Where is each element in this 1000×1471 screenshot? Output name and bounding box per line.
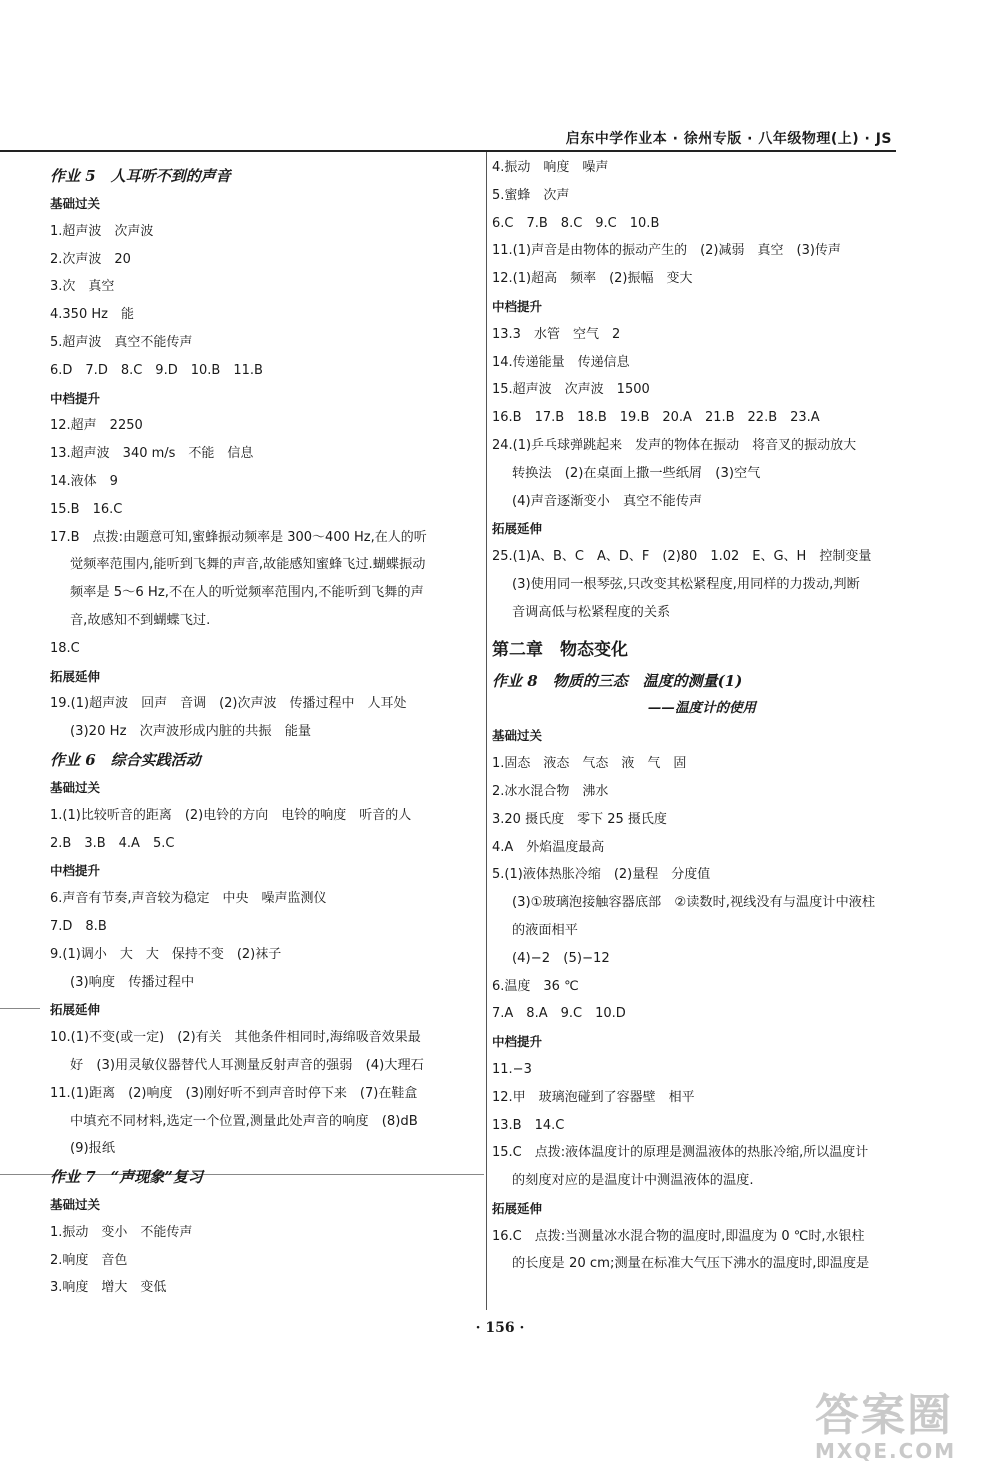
section-heading: 拓展延伸 <box>492 521 543 537</box>
homework-title: 作业 5 人耳听不到的声音 <box>50 167 231 185</box>
header-rule <box>0 150 896 152</box>
answer-continuation: 音调高低与松紧程度的关系 <box>512 604 671 620</box>
answer-continuation: (3)使用同一根琴弦,只改变其松紧程度,用同样的力拨动,判断 <box>512 576 860 592</box>
answer-continuation: 频率是 5～6 Hz,不在人的听觉频率范围内,不能听到飞舞的声 <box>70 585 424 601</box>
answer-item: 10.(1)不变(或一定) (2)有关 其他条件相同时,海绵吸音效果最 <box>50 1030 421 1046</box>
answer-item: 6.D 7.D 8.C 9.D 10.B 11.B <box>50 362 263 378</box>
answer-continuation: (9)报纸 <box>70 1141 116 1157</box>
answer-continuation: 的液面相平 <box>512 922 578 938</box>
watermark-logo <box>815 1392 995 1467</box>
section-rule <box>0 1008 40 1009</box>
answer-continuation: 的刻度对应的是温度计中测温液体的温度. <box>512 1173 754 1189</box>
answer-item: 2.冰水混合物 沸水 <box>492 783 609 799</box>
answer-item: 5.超声波 真空不能传声 <box>50 334 193 350</box>
answer-item: 1.固态 液态 气态 液 气 固 <box>492 756 687 772</box>
answer-continuation: (4)声音逐渐变小 真空不能传声 <box>512 493 703 509</box>
answer-item: 7.D 8.B <box>50 918 107 934</box>
answer-item: 17.B 点拨:由题意可知,蜜蜂振动频率是 300～400 Hz,在人的听 <box>50 529 427 545</box>
answer-continuation: 中填充不同材料,选定一个位置,测量此处声音的响度 (8)dB <box>70 1113 418 1129</box>
answer-continuation: 音,故感知不到蝴蝶飞过. <box>70 612 211 628</box>
section-heading: 中档提升 <box>50 863 101 879</box>
answer-item: 13.B 14.C <box>492 1117 565 1133</box>
section-heading: 基础过关 <box>50 1197 101 1213</box>
answer-item: 4.350 Hz 能 <box>50 307 134 323</box>
watermark-url: MXQE.COM <box>815 1439 957 1463</box>
answer-item: 4.A 外焰温度最高 <box>492 839 605 855</box>
answer-continuation: 的长度是 20 cm;测量在标准大气压下沸水的温度时,即温度是 <box>512 1256 870 1272</box>
answer-item: 4.振动 响度 噪声 <box>492 160 609 175</box>
answer-continuation: 好 (3)用灵敏仪器替代人耳测量反射声音的强弱 (4)大理石 <box>70 1057 424 1073</box>
page-number: · 156 · <box>475 1320 525 1336</box>
answer-item: 2.响度 音色 <box>50 1252 128 1268</box>
answer-item: 12.甲 玻璃泡碰到了容器壁 相平 <box>492 1089 695 1105</box>
answer-continuation: 转换法 (2)在桌面上撒一些纸屑 (3)空气 <box>512 465 761 481</box>
answer-item: 6.声音有节奏,声音较为稳定 中央 噪声监测仪 <box>50 891 327 907</box>
answer-item: 15.超声波 次声波 1500 <box>492 382 650 398</box>
answer-item: 11.(1)距离 (2)响度 (3)刚好听不到声音时停下来 (7)在鞋盒 <box>50 1085 418 1101</box>
section-heading: 基础过关 <box>50 779 101 795</box>
homework-subtitle: ——温度计的使用 <box>648 699 756 716</box>
answer-item: 1.(1)比较听音的距离 (2)电铃的方向 电铃的响度 听音的人 <box>50 807 412 823</box>
answer-continuation: (3)20 Hz 次声波形成内脏的共振 能量 <box>70 724 312 740</box>
section-heading: 基础过关 <box>50 196 101 211</box>
answer-item: 1.振动 变小 不能传声 <box>50 1224 193 1240</box>
answer-item: 15.C 点拨:液体温度计的原理是测温液体的热胀冷缩,所以温度计 <box>492 1145 869 1161</box>
column-divider <box>486 152 487 1310</box>
answer-item: 19.(1)超声波 回声 音调 (2)次声波 传播过程中 人耳处 <box>50 696 407 712</box>
answer-item: 16.B 17.B 18.B 19.B 20.A 21.B 22.B 23.A <box>492 410 820 426</box>
section-heading: 中档提升 <box>492 1034 543 1050</box>
section-heading: 拓展延伸 <box>50 1002 101 1018</box>
answer-item: 3.20 摄氏度 零下 25 摄氏度 <box>492 811 667 827</box>
homework-title: 作业 7 “声现象”复习 <box>50 1168 203 1187</box>
answer-continuation: (3)响度 传播过程中 <box>70 974 195 990</box>
answer-continuation: (4)−2 (5)−12 <box>512 950 610 966</box>
answer-item: 6.温度 36 ℃ <box>492 978 579 994</box>
section-heading: 中档提升 <box>50 390 101 406</box>
homework-title: 作业 8 物质的三态 温度的测量(1) <box>492 671 743 690</box>
answer-item: 9.(1)调小 大 大 保持不变 (2)袜子 <box>50 946 282 962</box>
answer-item: 11.−3 <box>492 1061 532 1077</box>
page-header <box>0 126 1000 150</box>
section-heading: 中档提升 <box>492 298 543 314</box>
answer-item: 16.C 点拨:当测量冰水混合物的温度时,即温度为 0 ℃时,水银柱 <box>492 1228 865 1244</box>
answer-item: 18.C <box>50 640 80 656</box>
answer-item: 5.蜜蜂 次声 <box>492 187 570 203</box>
answer-item: 6.C 7.B 8.C 9.C 10.B <box>492 215 660 231</box>
homework-title: 作业 6 综合实践活动 <box>50 750 201 769</box>
answer-item: 14.传递能量 传递信息 <box>492 354 630 370</box>
section-heading: 拓展延伸 <box>492 1200 543 1216</box>
answer-continuation: (3)①玻璃泡接触容器底部 ②读数时,视线没有与温度计中液柱 <box>512 895 876 911</box>
answer-item: 12.超声 2250 <box>50 418 143 434</box>
answer-item: 2.次声波 20 <box>50 251 131 267</box>
section-heading: 基础过关 <box>492 728 543 744</box>
section-heading: 拓展延伸 <box>50 668 101 684</box>
answer-item: 5.(1)液体热胀冷缩 (2)量程 分度值 <box>492 867 711 883</box>
watermark-text: 答案圈 <box>815 1390 953 1441</box>
answer-item: 3.响度 增大 变低 <box>50 1280 167 1296</box>
header-title: 启东中学作业本 · 徐州专版 · 八年级物理(上) · JS <box>565 131 892 147</box>
answer-item: 25.(1)A、B、C A、D、F (2)80 1.02 E、G、H 控制变量 <box>492 549 872 565</box>
answer-item: 7.A 8.A 9.C 10.D <box>492 1006 626 1022</box>
answer-item: 1.超声波 次声波 <box>50 223 154 239</box>
answer-item: 3.次 真空 <box>50 279 115 295</box>
answer-item: 11.(1)声音是由物体的振动产生的 (2)减弱 真空 (3)传声 <box>492 243 841 259</box>
answer-item: 15.B 16.C <box>50 501 123 517</box>
answer-item: 13.超声波 340 m/s 不能 信息 <box>50 446 254 462</box>
chapter-title: 第二章 物态变化 <box>492 639 628 660</box>
answer-item: 13.3 水管 空气 2 <box>492 326 621 342</box>
answer-continuation: 觉频率范围内,能听到飞舞的声音,故能感知蜜蜂飞过.蝴蝶振动 <box>70 557 426 573</box>
answer-item: 24.(1)乒乓球弹跳起来 发声的物体在振动 将音叉的振动放大 <box>492 437 857 453</box>
right-column <box>492 154 912 1278</box>
answer-item: 2.B 3.B 4.A 5.C <box>50 835 175 851</box>
answer-item: 12.(1)超高 频率 (2)振幅 变大 <box>492 271 693 287</box>
answer-item: 14.液体 9 <box>50 473 118 489</box>
left-column <box>50 162 478 1302</box>
